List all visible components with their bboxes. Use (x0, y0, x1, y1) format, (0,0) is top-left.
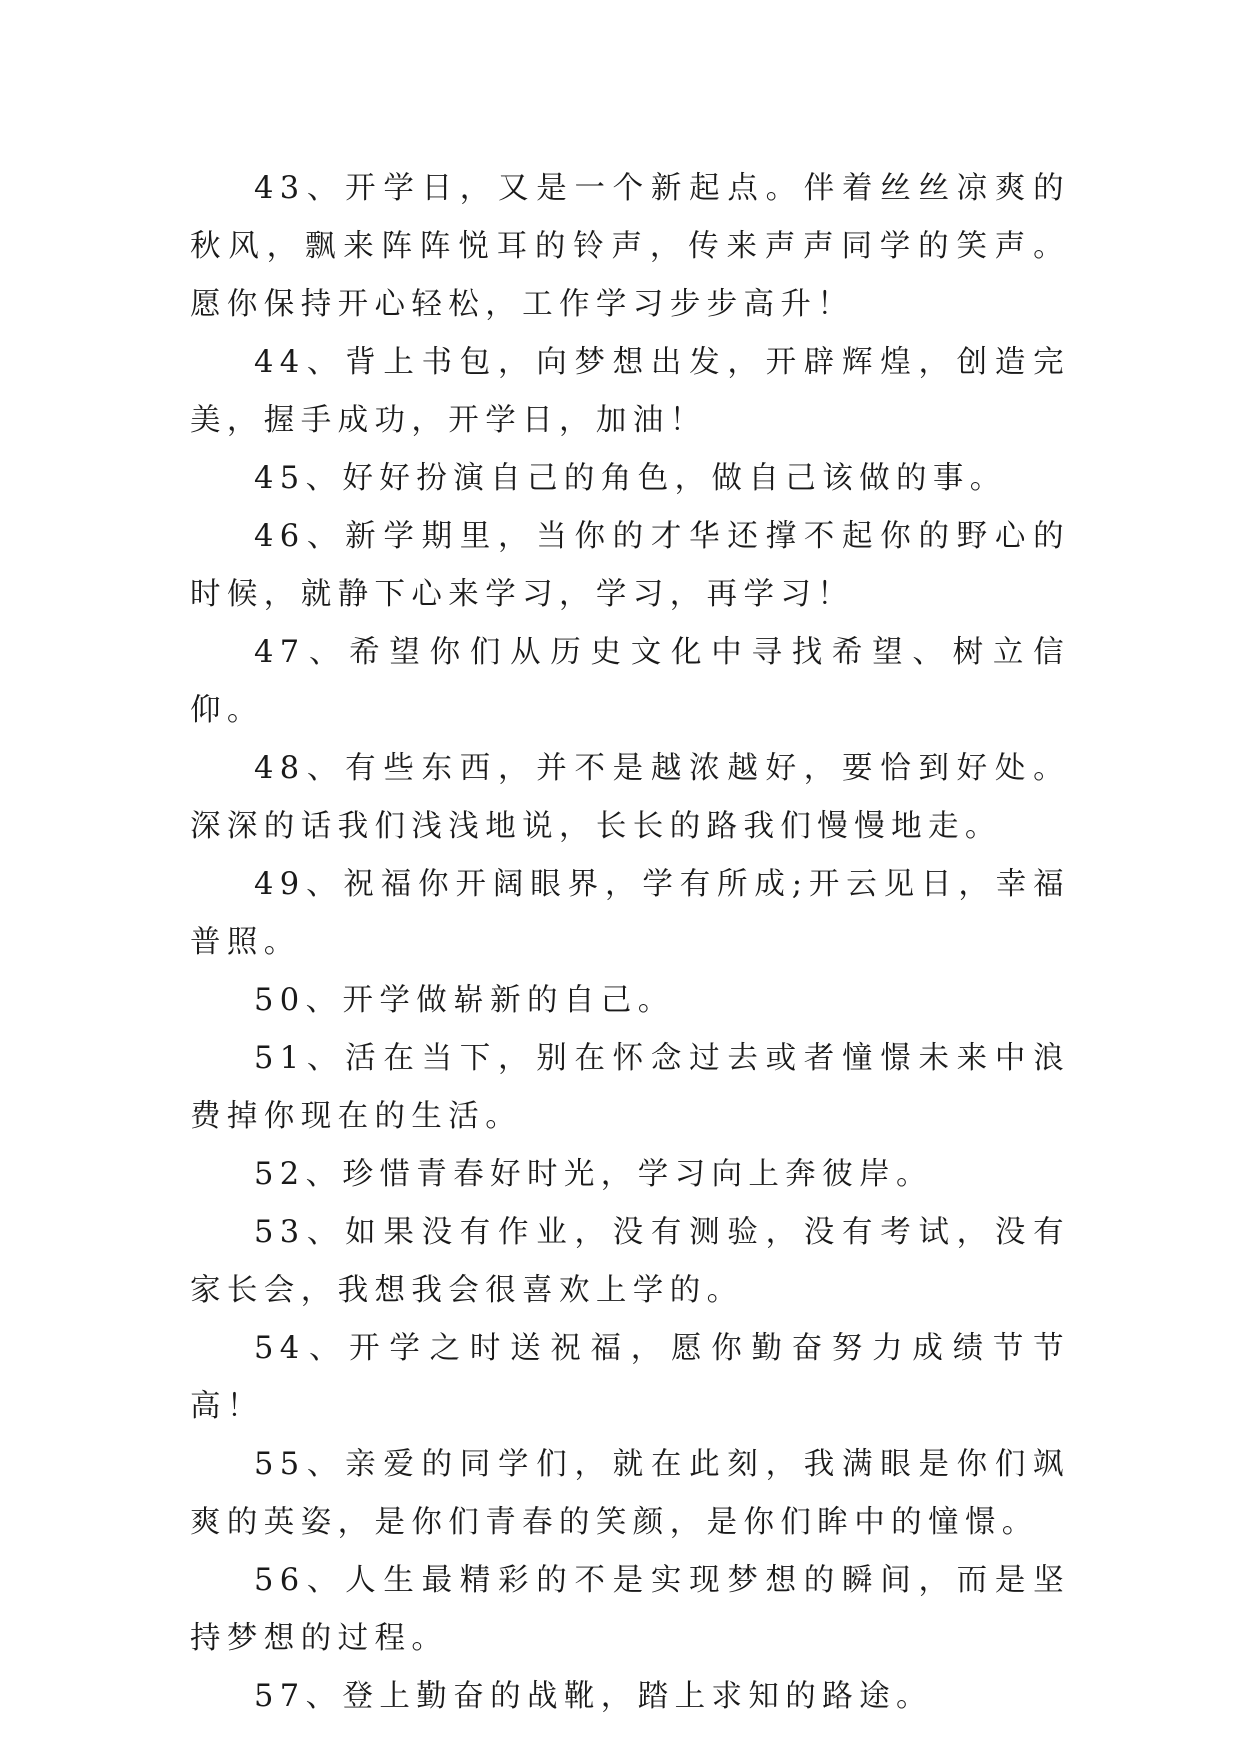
paragraph-49: 49、祝福你开阔眼界，学有所成;开云见日，幸福普照。 (190, 867, 1070, 960)
paragraph-51: 51、活在当下，别在怀念过去或者憧憬未来中浪费掉你现在的生活。 (190, 1041, 1070, 1134)
paragraph-53: 53、如果没有作业，没有测验，没有考试，没有家长会，我想我会很喜欢上学的。 (190, 1215, 1070, 1308)
paragraph-56: 56、人生最精彩的不是实现梦想的瞬间，而是坚持梦想的过程。 (190, 1563, 1070, 1656)
paragraph-55: 55、亲爱的同学们，就在此刻，我满眼是你们飒爽的英姿，是你们青春的笑颜，是你们眸中的憧憬。 (190, 1447, 1070, 1540)
paragraph-46: 46、新学期里，当你的才华还撑不起你的野心的时候，就静下心来学习，学习，再学习！ (190, 519, 1070, 612)
paragraph-48: 48、有些东西，并不是越浓越好，要恰到好处。深深的话我们浅浅地说，长长的路我们慢慢地走。 (190, 751, 1070, 844)
paragraph-44: 44、背上书包，向梦想出发，开辟辉煌，创造完美，握手成功，开学日，加油！ (190, 345, 1070, 438)
paragraph-52: 52、珍惜青春好时光，学习向上奔彼岸。 (254, 1157, 933, 1192)
paragraph-54: 54、开学之时送祝福，愿你勤奋努力成绩节节高！ (190, 1331, 1070, 1424)
paragraph-45: 45、好好扮演自己的角色，做自己该做的事。 (254, 461, 1007, 496)
paragraph-43: 43、开学日，又是一个新起点。伴着丝丝凉爽的秋风，飘来阵阵悦耳的铃声，传来声声同学的笑声。愿你保持开心轻松，工作学习步步高升！ (190, 171, 1070, 322)
paragraph-50: 50、开学做崭新的自己。 (254, 983, 675, 1018)
paragraph-47: 47、希望你们从历史文化中寻找希望、树立信仰。 (190, 635, 1070, 728)
document-body (190, 160, 1070, 1726)
paragraph-57: 57、登上勤奋的战靴，踏上求知的路途。 (254, 1679, 933, 1714)
